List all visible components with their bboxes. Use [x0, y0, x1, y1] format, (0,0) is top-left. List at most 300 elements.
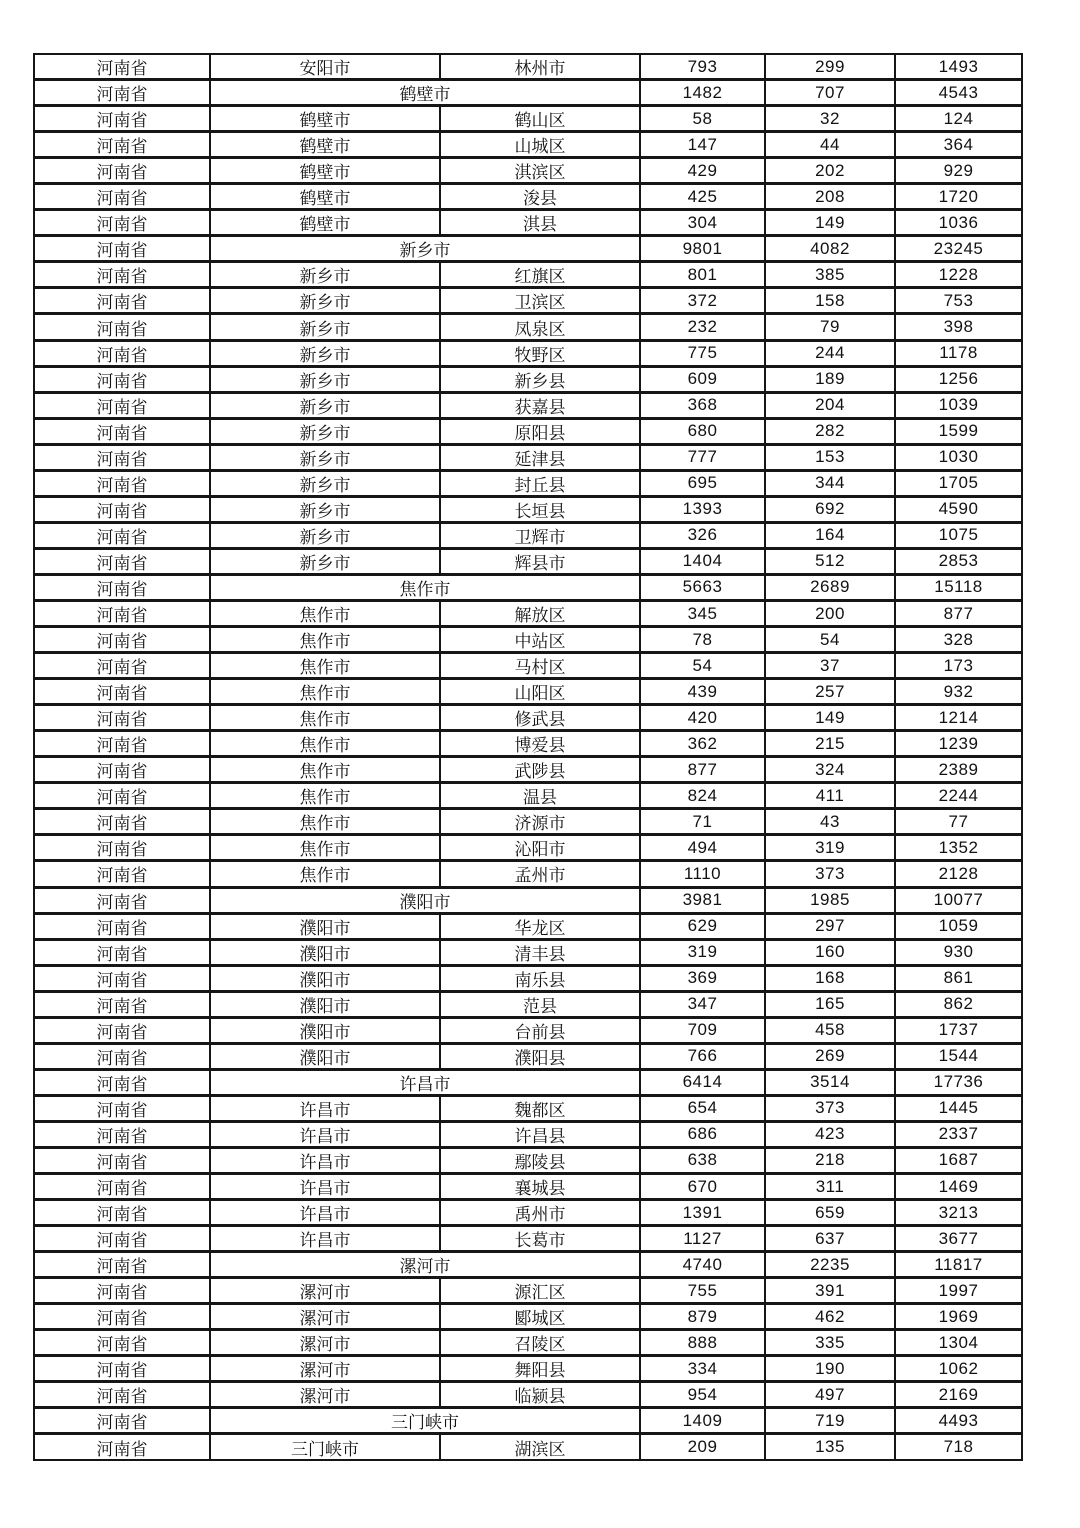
cell-value-2: 385 [766, 263, 896, 286]
table-row [35, 732, 1021, 758]
table-row [35, 1019, 1021, 1045]
cell-province: 河南省 [35, 55, 211, 78]
table-row [35, 263, 1021, 289]
cell-province: 河南省 [35, 133, 211, 156]
cell-value-3: 124 [943, 108, 974, 128]
cell-value-1: 793 [641, 55, 766, 78]
cell-city: 许昌市 [211, 1071, 641, 1094]
cell-province: 河南省 [35, 394, 211, 417]
cell-value-1: 439 [641, 680, 766, 703]
cell-city: 焦作市 [211, 654, 441, 677]
cell-city: 濮阳市 [211, 993, 441, 1016]
cell-value-3: 1228 [938, 264, 979, 284]
cell-value-1: 494 [641, 836, 766, 859]
cell-district: 范县 [441, 993, 641, 1016]
table-row [35, 524, 1021, 550]
cell-value-1: 4740 [641, 1253, 766, 1276]
cell-province: 河南省 [35, 1305, 211, 1328]
cell-value-3: 1239 [938, 733, 979, 753]
cell-province: 河南省 [35, 524, 211, 547]
cell-city: 焦作市 [211, 732, 441, 755]
cell-value-3: 10077 [933, 890, 984, 910]
cell-province: 河南省 [35, 1435, 211, 1458]
cell-city: 新乡市 [211, 263, 441, 286]
cell-province: 河南省 [35, 1253, 211, 1276]
cell-district: 淇滨区 [441, 159, 641, 182]
cell-value-2: 149 [766, 211, 896, 234]
cell-district: 武陟县 [441, 758, 641, 781]
cell-city: 三门峡市 [211, 1409, 641, 1432]
cell-district: 卫滨区 [441, 289, 641, 312]
cell-district: 凤泉区 [441, 315, 641, 338]
cell-value-3: 1352 [938, 837, 979, 857]
cell-value-2: 158 [766, 289, 896, 312]
cell-city: 漯河市 [211, 1279, 441, 1302]
cell-district: 魏都区 [441, 1097, 641, 1120]
cell-value-2: 512 [766, 550, 896, 573]
cell-province: 河南省 [35, 993, 211, 1016]
cell-province: 河南省 [35, 784, 211, 807]
cell-value-2: 637 [766, 1227, 896, 1250]
cell-value-2: 43 [766, 810, 896, 833]
cell-value-3: 1544 [938, 1046, 979, 1066]
cell-value-2: 190 [766, 1357, 896, 1380]
cell-value-2: 719 [766, 1409, 896, 1432]
cell-value-2: 299 [766, 55, 896, 78]
cell-value-2: 168 [766, 967, 896, 990]
cell-value-3: 861 [943, 968, 974, 988]
cell-district: 沁阳市 [441, 836, 641, 859]
cell-province: 河南省 [35, 602, 211, 625]
cell-value-1: 54 [641, 654, 766, 677]
cell-value-2: 200 [766, 602, 896, 625]
table-row [35, 1097, 1021, 1123]
table-row [35, 862, 1021, 888]
cell-province: 河南省 [35, 732, 211, 755]
cell-value-2: 208 [766, 185, 896, 208]
cell-city: 濮阳市 [211, 889, 641, 912]
cell-city: 漯河市 [211, 1383, 441, 1406]
cell-province: 河南省 [35, 498, 211, 521]
table-row [35, 1123, 1021, 1149]
cell-province: 河南省 [35, 1227, 211, 1250]
cell-province: 河南省 [35, 81, 211, 104]
cell-district: 红旗区 [441, 263, 641, 286]
table-row [35, 185, 1021, 211]
cell-value-3: 932 [943, 681, 974, 701]
cell-district: 舞阳县 [441, 1357, 641, 1380]
cell-district: 长葛市 [441, 1227, 641, 1250]
table-row [35, 1435, 1021, 1458]
cell-city: 濮阳市 [211, 1019, 441, 1042]
table-row [35, 967, 1021, 993]
cell-value-1: 777 [641, 446, 766, 469]
cell-value-3: 718 [943, 1437, 974, 1456]
table-row [35, 1253, 1021, 1279]
cell-value-1: 3981 [641, 889, 766, 912]
cell-value-2: 37 [766, 654, 896, 677]
cell-province: 河南省 [35, 211, 211, 234]
cell-value-1: 232 [641, 315, 766, 338]
cell-city: 安阳市 [211, 55, 441, 78]
cell-province: 河南省 [35, 263, 211, 286]
cell-city: 濮阳市 [211, 915, 441, 938]
cell-value-2: 2689 [766, 576, 896, 599]
cell-district: 解放区 [441, 602, 641, 625]
cell-city: 焦作市 [211, 862, 441, 885]
cell-province: 河南省 [35, 889, 211, 912]
cell-value-2: 462 [766, 1305, 896, 1328]
table-row [35, 758, 1021, 784]
cell-district: 山城区 [441, 133, 641, 156]
cell-value-2: 2235 [766, 1253, 896, 1276]
cell-value-1: 425 [641, 185, 766, 208]
cell-city: 许昌市 [211, 1175, 441, 1198]
cell-value-2: 189 [766, 368, 896, 391]
table-row [35, 706, 1021, 732]
cell-city: 鹤壁市 [211, 159, 441, 182]
cell-city: 漯河市 [211, 1305, 441, 1328]
table-row [35, 1045, 1021, 1071]
cell-value-3: 328 [943, 629, 974, 649]
cell-value-1: 372 [641, 289, 766, 312]
table-row [35, 602, 1021, 628]
cell-value-1: 755 [641, 1279, 766, 1302]
table-row [35, 81, 1021, 107]
cell-value-1: 775 [641, 342, 766, 365]
cell-value-2: 423 [766, 1123, 896, 1146]
cell-value-1: 609 [641, 368, 766, 391]
cell-city: 焦作市 [211, 680, 441, 703]
cell-city: 新乡市 [211, 446, 441, 469]
cell-value-2: 319 [766, 836, 896, 859]
table-row [35, 1331, 1021, 1357]
cell-value-3: 1969 [938, 1306, 979, 1326]
statistics-table [33, 53, 1023, 1461]
cell-value-2: 54 [766, 628, 896, 651]
table-row [35, 889, 1021, 915]
cell-value-3: 1075 [938, 525, 979, 545]
cell-value-2: 411 [766, 784, 896, 807]
cell-district: 博爱县 [441, 732, 641, 755]
cell-value-1: 71 [641, 810, 766, 833]
cell-city: 许昌市 [211, 1097, 441, 1120]
cell-province: 河南省 [35, 289, 211, 312]
table-row [35, 159, 1021, 185]
cell-value-3: 4543 [938, 82, 979, 102]
cell-district: 许昌县 [441, 1123, 641, 1146]
cell-province: 河南省 [35, 1279, 211, 1302]
cell-province: 河南省 [35, 836, 211, 859]
table-row [35, 784, 1021, 810]
cell-value-2: 160 [766, 941, 896, 964]
table-row [35, 1201, 1021, 1227]
table-row [35, 55, 1021, 81]
cell-province: 河南省 [35, 1383, 211, 1406]
cell-value-2: 164 [766, 524, 896, 547]
table-row [35, 576, 1021, 602]
cell-value-2: 282 [766, 420, 896, 443]
cell-city: 焦作市 [211, 758, 441, 781]
cell-province: 河南省 [35, 628, 211, 651]
cell-city: 焦作市 [211, 576, 641, 599]
cell-district: 封丘县 [441, 472, 641, 495]
table-row [35, 1175, 1021, 1201]
table-row [35, 237, 1021, 263]
cell-province: 河南省 [35, 680, 211, 703]
cell-district: 孟州市 [441, 862, 641, 885]
cell-value-2: 297 [766, 915, 896, 938]
cell-district: 鄢陵县 [441, 1149, 641, 1172]
cell-city: 新乡市 [211, 368, 441, 391]
cell-value-2: 215 [766, 732, 896, 755]
cell-value-3: 1059 [938, 916, 979, 936]
cell-city: 新乡市 [211, 524, 441, 547]
cell-value-3: 1304 [938, 1332, 979, 1352]
cell-province: 河南省 [35, 915, 211, 938]
cell-value-1: 1110 [641, 862, 766, 885]
cell-value-1: 209 [641, 1435, 766, 1458]
cell-value-2: 244 [766, 342, 896, 365]
cell-value-1: 670 [641, 1175, 766, 1198]
cell-city: 新乡市 [211, 315, 441, 338]
cell-value-2: 218 [766, 1149, 896, 1172]
cell-district: 新乡县 [441, 368, 641, 391]
table-row [35, 628, 1021, 654]
cell-value-3: 862 [943, 994, 974, 1014]
cell-city: 漯河市 [211, 1253, 641, 1276]
cell-value-3: 1445 [938, 1098, 979, 1118]
cell-city: 焦作市 [211, 602, 441, 625]
cell-value-1: 334 [641, 1357, 766, 1380]
table-row [35, 1305, 1021, 1331]
table-row [35, 1409, 1021, 1435]
cell-city: 焦作市 [211, 784, 441, 807]
cell-value-2: 269 [766, 1045, 896, 1068]
table-row [35, 498, 1021, 524]
cell-value-2: 324 [766, 758, 896, 781]
table-row [35, 420, 1021, 446]
cell-value-3: 2853 [938, 551, 979, 571]
cell-value-1: 326 [641, 524, 766, 547]
cell-value-2: 32 [766, 107, 896, 130]
cell-city: 鹤壁市 [211, 211, 441, 234]
table-row [35, 394, 1021, 420]
cell-district: 濮阳县 [441, 1045, 641, 1068]
cell-district: 牧野区 [441, 342, 641, 365]
cell-city: 许昌市 [211, 1149, 441, 1172]
cell-value-2: 458 [766, 1019, 896, 1042]
cell-value-1: 654 [641, 1097, 766, 1120]
cell-district: 济源市 [441, 810, 641, 833]
cell-value-1: 801 [641, 263, 766, 286]
cell-value-1: 362 [641, 732, 766, 755]
cell-value-2: 692 [766, 498, 896, 521]
cell-value-3: 753 [943, 290, 974, 310]
table-row [35, 550, 1021, 576]
cell-value-3: 398 [943, 316, 974, 336]
cell-province: 河南省 [35, 967, 211, 990]
cell-district: 南乐县 [441, 967, 641, 990]
cell-district: 鹤山区 [441, 107, 641, 130]
cell-district: 温县 [441, 784, 641, 807]
cell-value-1: 347 [641, 993, 766, 1016]
cell-city: 新乡市 [211, 237, 641, 260]
cell-district: 林州市 [441, 55, 641, 78]
cell-value-3: 1687 [938, 1150, 979, 1170]
cell-province: 河南省 [35, 159, 211, 182]
cell-province: 河南省 [35, 1175, 211, 1198]
cell-district: 延津县 [441, 446, 641, 469]
cell-province: 河南省 [35, 1071, 211, 1094]
cell-district: 淇县 [441, 211, 641, 234]
cell-province: 河南省 [35, 315, 211, 338]
cell-city: 焦作市 [211, 836, 441, 859]
cell-value-1: 888 [641, 1331, 766, 1354]
cell-value-3: 1720 [938, 186, 979, 206]
cell-province: 河南省 [35, 1097, 211, 1120]
cell-value-3: 1039 [938, 395, 979, 415]
cell-value-1: 420 [641, 706, 766, 729]
cell-value-2: 373 [766, 1097, 896, 1120]
cell-city: 濮阳市 [211, 941, 441, 964]
cell-district: 获嘉县 [441, 394, 641, 417]
cell-province: 河南省 [35, 862, 211, 885]
cell-value-1: 147 [641, 133, 766, 156]
table-row [35, 654, 1021, 680]
cell-value-3: 2244 [938, 785, 979, 805]
cell-province: 河南省 [35, 1149, 211, 1172]
cell-value-2: 1985 [766, 889, 896, 912]
table-row [35, 446, 1021, 472]
cell-city: 濮阳市 [211, 1045, 441, 1068]
cell-city: 新乡市 [211, 472, 441, 495]
table-row [35, 289, 1021, 315]
cell-value-3: 1256 [938, 369, 979, 389]
table-row [35, 915, 1021, 941]
cell-province: 河南省 [35, 368, 211, 391]
table-row [35, 342, 1021, 368]
cell-value-3: 1178 [939, 343, 978, 363]
cell-value-3: 23245 [933, 238, 984, 258]
cell-city: 许昌市 [211, 1201, 441, 1224]
cell-district: 修武县 [441, 706, 641, 729]
cell-value-2: 44 [766, 133, 896, 156]
cell-value-1: 686 [641, 1123, 766, 1146]
table-row [35, 107, 1021, 133]
cell-value-2: 3514 [766, 1071, 896, 1094]
cell-value-2: 79 [766, 315, 896, 338]
cell-province: 河南省 [35, 576, 211, 599]
cell-value-2: 165 [766, 993, 896, 1016]
cell-value-1: 58 [641, 107, 766, 130]
cell-value-1: 680 [641, 420, 766, 443]
cell-value-1: 78 [641, 628, 766, 651]
cell-district: 郾城区 [441, 1305, 641, 1328]
cell-value-1: 629 [641, 915, 766, 938]
cell-value-1: 638 [641, 1149, 766, 1172]
cell-value-1: 954 [641, 1383, 766, 1406]
cell-value-2: 257 [766, 680, 896, 703]
cell-city: 鹤壁市 [211, 185, 441, 208]
cell-value-3: 15118 [934, 577, 983, 597]
cell-city: 鹤壁市 [211, 133, 441, 156]
cell-value-1: 304 [641, 211, 766, 234]
table-row [35, 1357, 1021, 1383]
cell-value-2: 135 [766, 1435, 896, 1458]
cell-province: 河南省 [35, 1409, 211, 1432]
cell-province: 河南省 [35, 1019, 211, 1042]
cell-value-3: 1705 [938, 473, 979, 493]
cell-value-1: 1409 [641, 1409, 766, 1432]
cell-province: 河南省 [35, 107, 211, 130]
cell-value-3: 11817 [934, 1254, 983, 1274]
cell-value-1: 345 [641, 602, 766, 625]
cell-value-1: 319 [641, 941, 766, 964]
cell-value-3: 2169 [938, 1384, 979, 1404]
table-row [35, 810, 1021, 836]
table-row [35, 680, 1021, 706]
cell-city: 焦作市 [211, 628, 441, 651]
cell-province: 河南省 [35, 1331, 211, 1354]
cell-value-3: 364 [943, 134, 974, 154]
cell-value-3: 3677 [938, 1228, 979, 1248]
cell-province: 河南省 [35, 550, 211, 573]
cell-value-3: 2337 [938, 1124, 979, 1144]
table-row [35, 211, 1021, 237]
cell-city: 鹤壁市 [211, 81, 641, 104]
cell-city: 许昌市 [211, 1227, 441, 1250]
cell-value-2: 344 [766, 472, 896, 495]
cell-district: 中站区 [441, 628, 641, 651]
cell-value-3: 4493 [938, 1410, 979, 1430]
cell-value-1: 1127 [641, 1227, 766, 1250]
cell-province: 河南省 [35, 1357, 211, 1380]
cell-province: 河南省 [35, 237, 211, 260]
cell-province: 河南省 [35, 472, 211, 495]
cell-province: 河南省 [35, 446, 211, 469]
cell-district: 山阳区 [441, 680, 641, 703]
table-row [35, 315, 1021, 341]
cell-city: 新乡市 [211, 289, 441, 312]
cell-value-3: 2389 [938, 759, 979, 779]
cell-value-2: 4082 [766, 237, 896, 260]
cell-city: 焦作市 [211, 706, 441, 729]
table-row [35, 472, 1021, 498]
table-row [35, 1227, 1021, 1253]
cell-city: 新乡市 [211, 498, 441, 521]
cell-value-1: 879 [641, 1305, 766, 1328]
cell-district: 襄城县 [441, 1175, 641, 1198]
cell-value-1: 1482 [641, 81, 766, 104]
cell-value-3: 930 [943, 942, 974, 962]
cell-city: 新乡市 [211, 394, 441, 417]
cell-value-1: 1404 [641, 550, 766, 573]
cell-city: 新乡市 [211, 550, 441, 573]
cell-city: 漯河市 [211, 1357, 441, 1380]
cell-value-3: 1036 [938, 212, 979, 232]
cell-district: 华龙区 [441, 915, 641, 938]
cell-district: 台前县 [441, 1019, 641, 1042]
cell-value-1: 709 [641, 1019, 766, 1042]
cell-value-1: 9801 [641, 237, 766, 260]
cell-value-2: 153 [766, 446, 896, 469]
cell-province: 河南省 [35, 1045, 211, 1068]
cell-value-2: 497 [766, 1383, 896, 1406]
cell-value-1: 766 [641, 1045, 766, 1068]
cell-value-3: 17736 [933, 1072, 984, 1092]
cell-city: 漯河市 [211, 1331, 441, 1354]
